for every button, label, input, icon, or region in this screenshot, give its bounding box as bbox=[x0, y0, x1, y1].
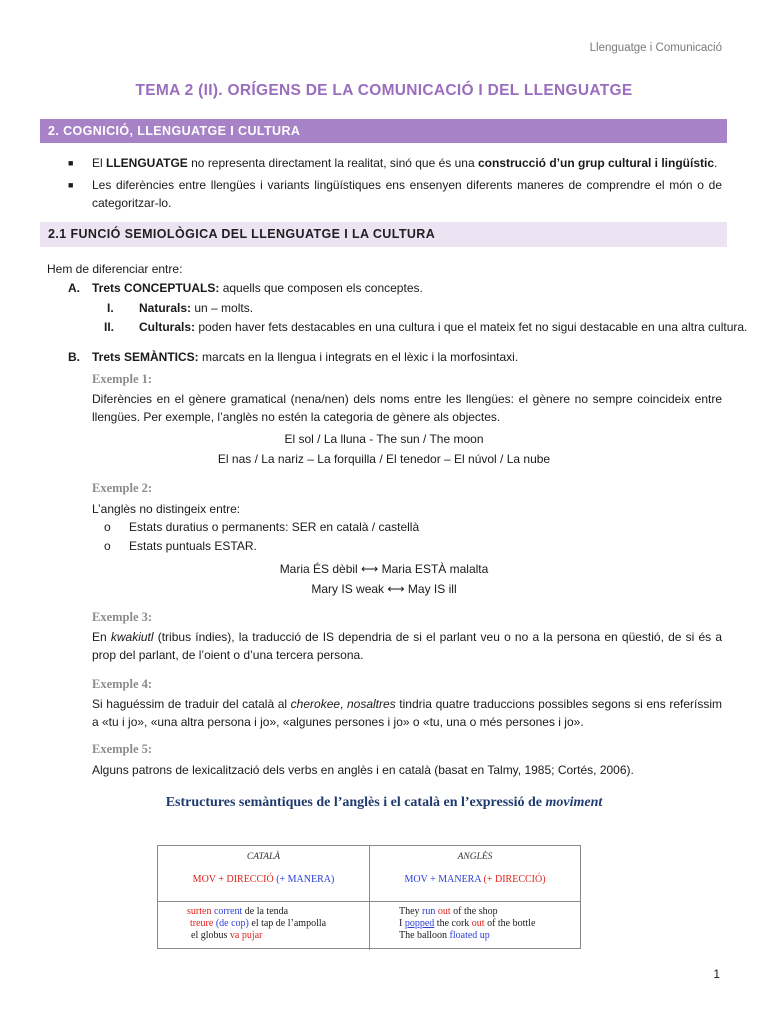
item-a: A. Trets CONCEPTUALS: aquells que composen els conceptes. bbox=[68, 281, 423, 295]
circle-bullet-icon: o bbox=[104, 539, 111, 553]
example-2-title: Exemple 2: bbox=[92, 481, 153, 495]
list-item: o Estats duratius o permanents: SER en català / castellà bbox=[104, 520, 420, 534]
example-4-title: Exemple 4: bbox=[92, 677, 153, 691]
intro-text: Hem de diferenciar entre: bbox=[47, 262, 183, 276]
example-2-text: L’anglès no distingeix entre: bbox=[92, 502, 241, 516]
page-title: TEMA 2 (II). ORÍGENS DE LA COMUNICACIÓ I DEL LLENGUATGE bbox=[135, 82, 633, 99]
running-header: Llenguatge i Comunicació bbox=[589, 42, 722, 54]
table-cell-angles bbox=[399, 906, 535, 942]
example-1-text: Diferències en el gènere gramatical (nena/nen) dels noms entre les llengües: el gènere no sempre coincideix entre llengües. Per exemple, l’anglès no estén la categoria de gènere als objectes. bbox=[92, 392, 722, 424]
example-3-title: Exemple 3: bbox=[92, 610, 153, 624]
item-i: I. Naturals: un – molts. bbox=[107, 301, 254, 315]
example-1-line-2: El nas / La nariz – La forquilla / El tenedor – El núvol / La nube bbox=[217, 452, 551, 466]
table-header-angles: ANGLÈS bbox=[457, 852, 493, 862]
example-3-text: En kwakiutl (tribus índies), la traducció de IS dependria de si el parlant veu o no a la persona en qüestió, de si és a prop del parlant, de l’oient o d’una tercera persona. bbox=[92, 630, 722, 662]
example-2-line-1: Maria ÉS dèbil ⟷ Maria ESTÀ malalta bbox=[279, 562, 489, 576]
section-bullets bbox=[68, 154, 722, 216]
item-ii: II. Culturals: poden haver fets destacables en una cultura i que el mateix fet no sigui destacable en una altra cultura. bbox=[104, 320, 748, 334]
list-item: o Estats puntuals ESTAR. bbox=[104, 539, 257, 553]
example-5-title: Exemple 5: bbox=[92, 742, 153, 756]
item-b: B. Trets SEMÀNTICS: marcats en la llengua i integrats en el lèxic i la morfosintaxi. bbox=[68, 350, 519, 364]
table-row: treure (de cop) el tap de l’ampolla bbox=[190, 918, 327, 929]
bullet-icon: ■ bbox=[68, 180, 74, 190]
table-formula-catala: MOV + DIRECCIÓ (+ MANERA) bbox=[192, 874, 335, 885]
table-row: I popped the cork out of the bottle bbox=[399, 918, 536, 929]
bullet-item: ■ El LLENGUATGE no representa directament la realitat, sinó que és una construcció d’un grup cultural i lingüístic. bbox=[68, 156, 718, 170]
table-row-divider bbox=[158, 901, 580, 902]
page-number: 1 bbox=[713, 967, 720, 981]
subsection-heading: 2.1 FUNCIÓ SEMIOLÒGICA DEL LLENGUATGE I LA CULTURA bbox=[40, 222, 727, 247]
table-title: Estructures semàntiques de l’anglès i el català en l’expressió de moviment bbox=[165, 795, 603, 810]
example-2-line-2: Mary IS weak ⟷ May IS ill bbox=[311, 582, 457, 596]
bullet-item: ■ Les diferències entre llengües i variants lingüístiques ens ensenyen diferents maneres de comprendre el món o de categoritzar-lo. bbox=[68, 178, 722, 210]
example-1-line-1: El sol / La lluna - The sun / The moon bbox=[284, 432, 484, 446]
example-5-text: Alguns patrons de lexicalització dels verbs en anglès i en català (basat en Talmy, 1985; Cortés, 2006). bbox=[92, 763, 634, 777]
table-header-catala: CATALÀ bbox=[246, 852, 281, 862]
table-row: The balloon floated up bbox=[399, 930, 490, 941]
semantic-structures-table bbox=[157, 845, 581, 949]
table-row: They run out of the shop bbox=[399, 906, 498, 917]
table-formula-angles: MOV + MANERA (+ DIRECCIÓ) bbox=[404, 874, 546, 885]
bullet-icon: ■ bbox=[68, 158, 74, 168]
table-cell-catala bbox=[187, 906, 326, 942]
circle-bullet-icon: o bbox=[104, 520, 111, 534]
example-1-title: Exemple 1: bbox=[92, 372, 153, 386]
section-heading: 2. COGNICIÓ, LLENGUATGE I CULTURA bbox=[40, 119, 727, 143]
table-row: surten corrent de la tenda bbox=[187, 906, 289, 917]
table-row: el globus va pujar bbox=[191, 930, 263, 941]
example-4-text: Si haguéssim de traduir del català al cherokee, nosaltres tindria quatre traduccions possibles segons si ens referíssim a «tu i jo», «una altra persona i jo», «algunes persones i jo» o «tu, una o més persones i jo». bbox=[92, 697, 722, 729]
